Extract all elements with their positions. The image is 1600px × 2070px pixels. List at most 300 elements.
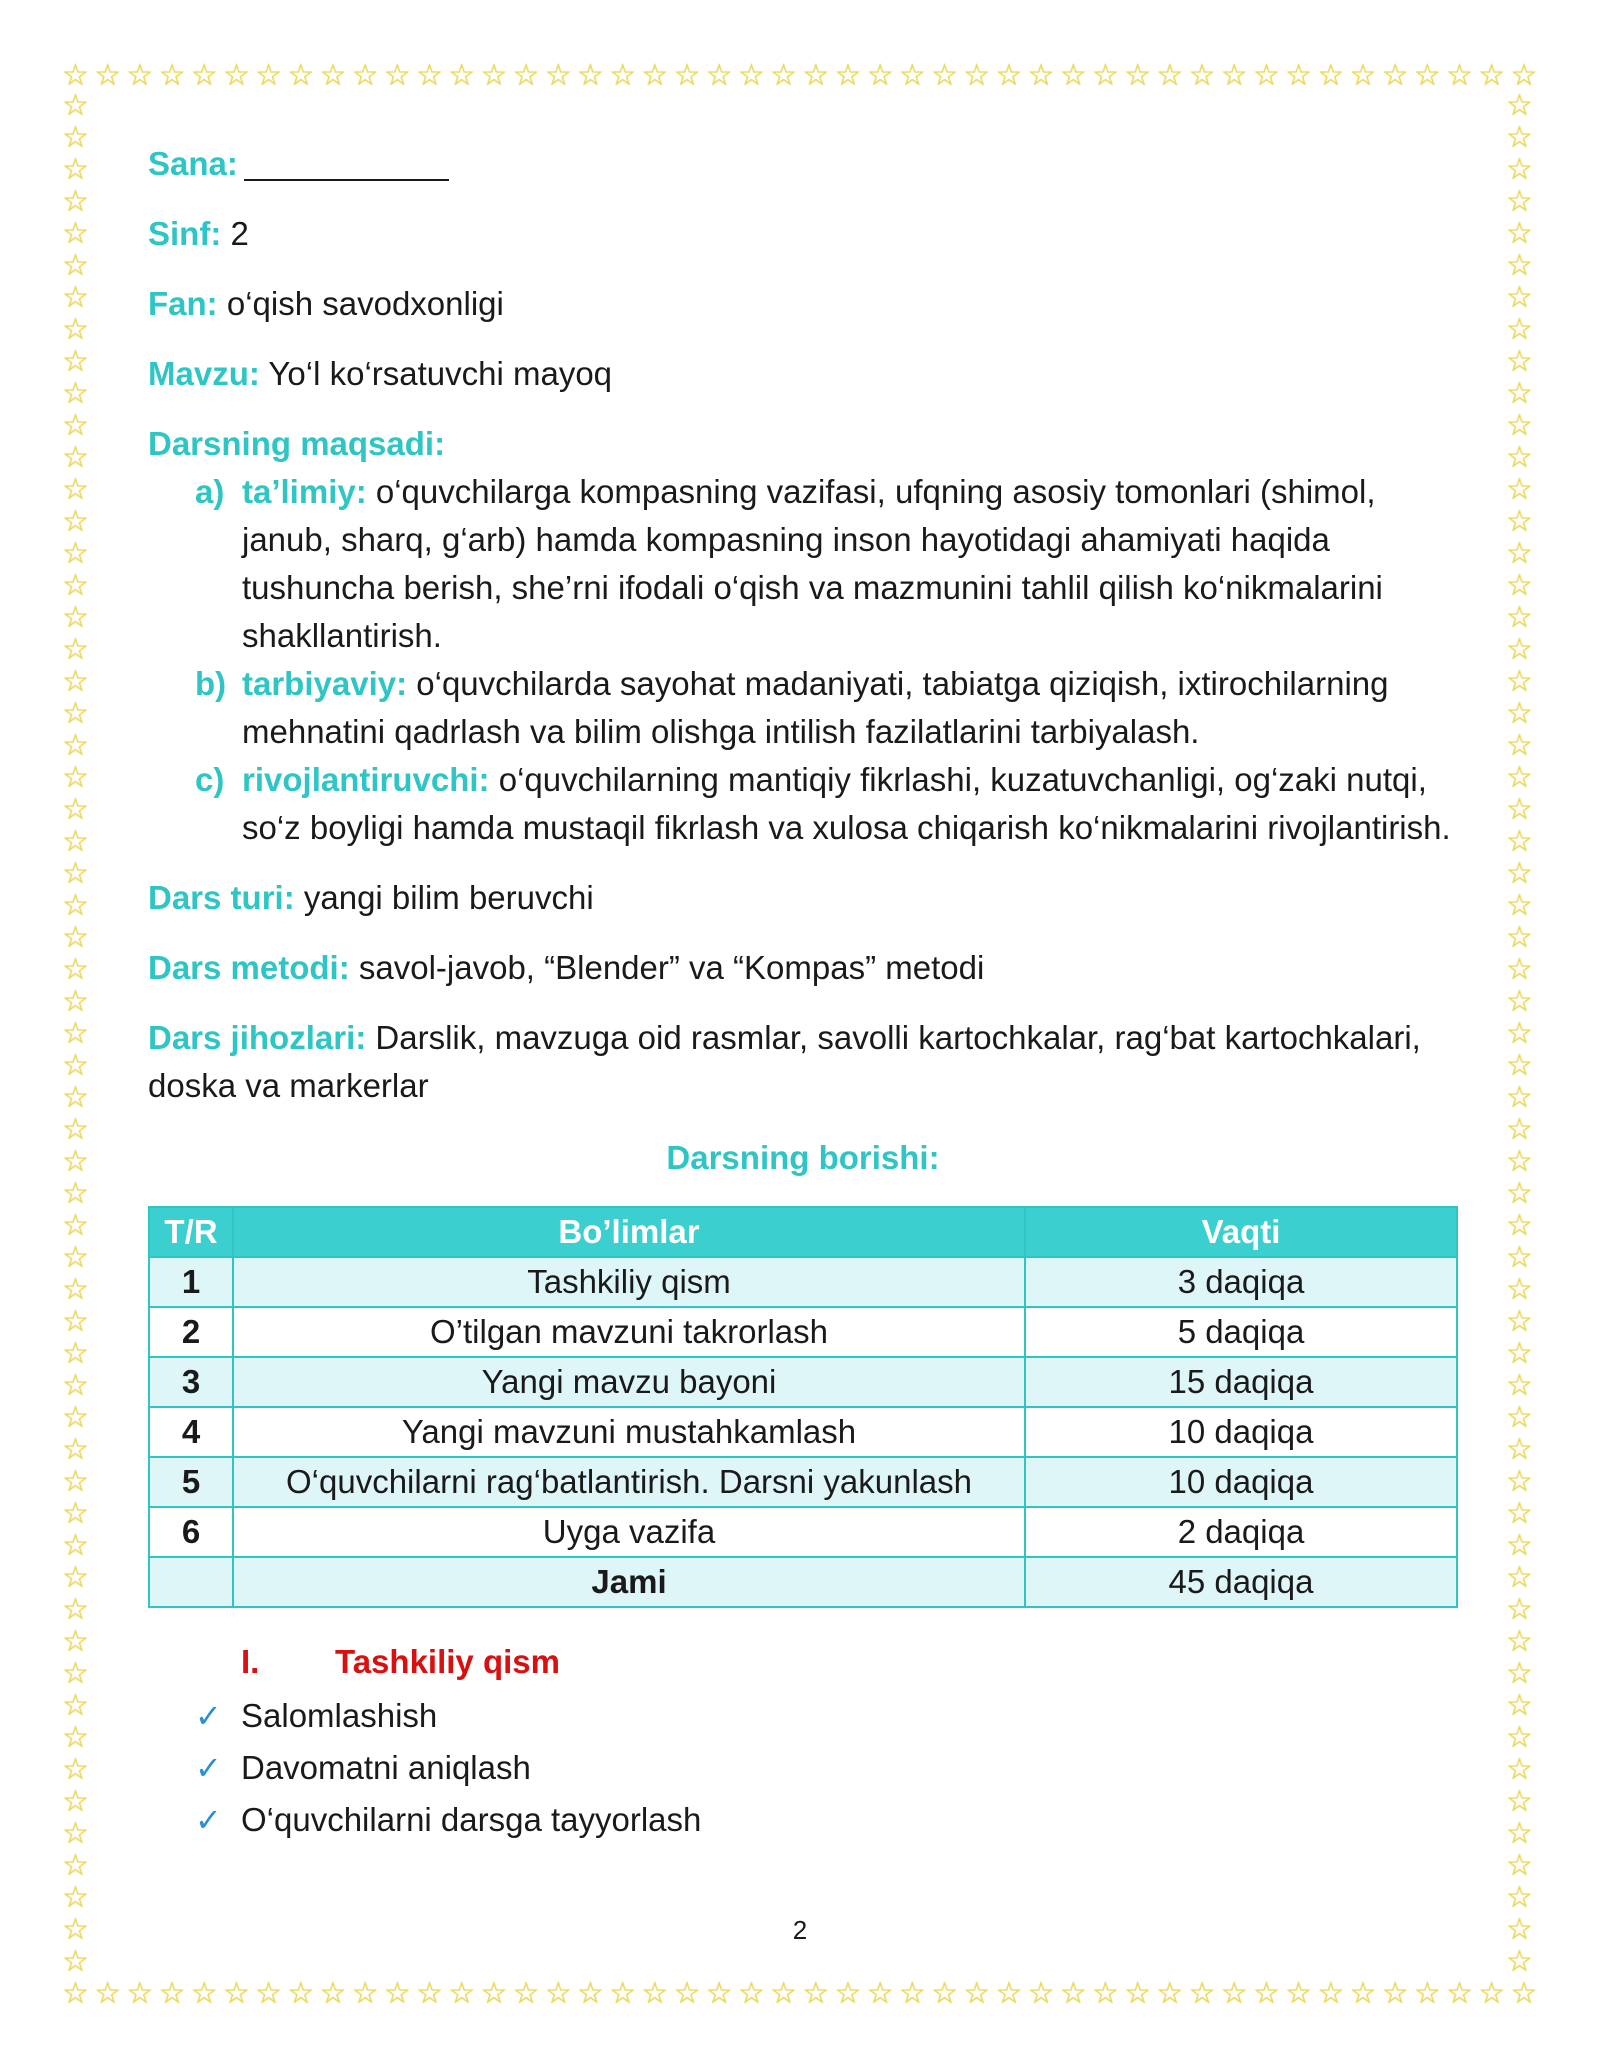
star-icon: ☆ <box>1506 1209 1533 1242</box>
star-icon: ☆ <box>1506 1625 1533 1658</box>
star-icon: ☆ <box>512 59 540 92</box>
star-icon: ☆ <box>62 1049 89 1082</box>
star-icon: ☆ <box>416 1977 443 2010</box>
star-icon: ☆ <box>62 1465 89 1498</box>
star-icon: ☆ <box>673 59 701 92</box>
goal-label: tarbiyaviy: <box>242 665 408 702</box>
star-icon: ☆ <box>1506 1497 1533 1530</box>
total-empty-cell <box>149 1557 233 1607</box>
star-icon: ☆ <box>448 1977 476 2010</box>
star-icon: ☆ <box>1506 1753 1533 1786</box>
star-icon: ☆ <box>1381 59 1409 92</box>
row-time: 10 daqiqa <box>1025 1457 1457 1507</box>
star-icon: ☆ <box>963 1977 991 2010</box>
star-icon: ☆ <box>1506 505 1533 538</box>
star-icon: ☆ <box>62 1305 89 1338</box>
star-icon: ☆ <box>1092 59 1119 92</box>
fan-label: Fan: <box>148 285 218 322</box>
star-icon: ☆ <box>62 1689 89 1722</box>
goal-label: ta’limiy: <box>242 473 367 510</box>
star-icon: ☆ <box>898 59 926 92</box>
star-icon: ☆ <box>1506 1017 1533 1050</box>
star-icon: ☆ <box>1506 1529 1533 1562</box>
star-icon: ☆ <box>898 1977 926 2010</box>
star-icon: ☆ <box>1506 1465 1533 1498</box>
star-icon: ☆ <box>1413 1977 1441 2010</box>
star-icon: ☆ <box>416 59 443 92</box>
star-icon: ☆ <box>609 1977 637 2010</box>
star-icon: ☆ <box>1506 1561 1533 1594</box>
star-icon: ☆ <box>62 1337 89 1370</box>
goal-body: o‘quvchilarga kompasning vazifasi, ufqning asosiy tomonlari (shimol, janub, sharq, g‘arb) hamda kompasning inson hayotidagi ahamiyati haqida tushuncha berish, she’rni ifodali o‘qish va mazmunini tahlil qilish ko‘nikmalarini shakllantirish. <box>242 473 1383 654</box>
star-icon: ☆ <box>480 59 508 92</box>
star-icon: ☆ <box>62 793 89 826</box>
star-icon: ☆ <box>1506 761 1533 794</box>
star-border-top <box>62 60 1538 92</box>
star-icon: ☆ <box>1506 1305 1533 1338</box>
checklist-item <box>195 1692 1458 1740</box>
header-sections: Bo’limlar <box>233 1207 1025 1257</box>
table-row <box>149 1407 1457 1457</box>
star-icon: ☆ <box>577 59 604 92</box>
star-icon: ☆ <box>1252 1977 1280 2010</box>
star-icon: ☆ <box>1506 601 1533 634</box>
star-icon: ☆ <box>1506 1433 1533 1466</box>
star-icon: ☆ <box>1506 857 1533 890</box>
star-icon: ☆ <box>1506 1401 1533 1434</box>
star-icon: ☆ <box>1220 59 1248 92</box>
star-icon: ☆ <box>255 1977 283 2010</box>
star-icon: ☆ <box>866 59 894 92</box>
star-icon: ☆ <box>62 857 89 890</box>
table-row <box>149 1507 1457 1557</box>
star-icon: ☆ <box>1510 1977 1538 2010</box>
star-icon: ☆ <box>641 1977 669 2010</box>
goal-marker: b) <box>195 665 227 702</box>
check-icon: ✓ <box>195 1802 222 1838</box>
star-icon: ☆ <box>62 921 89 954</box>
star-icon: ☆ <box>1506 249 1533 282</box>
subject-line <box>148 280 1458 328</box>
star-icon: ☆ <box>802 59 830 92</box>
row-number: 1 <box>149 1257 233 1307</box>
star-icon: ☆ <box>1506 569 1533 602</box>
star-icon: ☆ <box>1285 59 1313 92</box>
total-value: 45 daqiqa <box>1025 1557 1457 1607</box>
row-time: 5 daqiqa <box>1025 1307 1457 1357</box>
row-number: 6 <box>149 1507 233 1557</box>
star-icon: ☆ <box>1252 59 1280 92</box>
grade-line <box>148 210 1458 258</box>
star-icon: ☆ <box>1478 1977 1506 2010</box>
section-heading <box>241 1638 1458 1686</box>
header-time: Vaqti <box>1025 1207 1457 1257</box>
star-icon: ☆ <box>126 1977 154 2010</box>
star-icon: ☆ <box>287 59 315 92</box>
star-icon: ☆ <box>834 59 862 92</box>
lesson-method-line <box>148 944 1458 992</box>
star-icon: ☆ <box>62 89 89 122</box>
row-time: 3 daqiqa <box>1025 1257 1457 1307</box>
star-icon: ☆ <box>544 1977 572 2010</box>
star-icon: ☆ <box>62 729 89 762</box>
star-icon: ☆ <box>1124 1977 1152 2010</box>
star-icon: ☆ <box>1510 59 1538 92</box>
header-tr: T/R <box>149 1207 233 1257</box>
check-icon: ✓ <box>195 1750 222 1786</box>
star-icon: ☆ <box>1506 1241 1533 1274</box>
star-icon: ☆ <box>158 1977 186 2010</box>
star-icon: ☆ <box>1506 1849 1533 1882</box>
star-icon: ☆ <box>62 1721 89 1754</box>
star-icon: ☆ <box>62 601 89 634</box>
star-icon: ☆ <box>319 59 347 92</box>
star-icon: ☆ <box>62 569 89 602</box>
jihoz-value: Darslik, mavzuga oid rasmlar, savolli kartochkalar, rag‘bat kartochkalari, doska va markerlar <box>148 1019 1421 1104</box>
star-icon: ☆ <box>62 761 89 794</box>
checklist-text: Salomlashish <box>241 1697 438 1734</box>
star-icon: ☆ <box>1506 121 1533 154</box>
star-icon: ☆ <box>1506 921 1533 954</box>
topic-line <box>148 350 1458 398</box>
star-icon: ☆ <box>1506 377 1533 410</box>
lesson-equipment-line <box>148 1014 1458 1110</box>
table-header-row <box>149 1207 1457 1257</box>
page-number: 2 <box>792 1915 808 1945</box>
star-icon: ☆ <box>62 1145 89 1178</box>
sinf-label: Sinf: <box>148 215 222 252</box>
row-time: 2 daqiqa <box>1025 1507 1457 1557</box>
star-icon: ☆ <box>62 1817 89 1850</box>
star-icon: ☆ <box>62 665 89 698</box>
star-icon: ☆ <box>866 1977 894 2010</box>
star-icon: ☆ <box>1446 59 1473 92</box>
star-icon: ☆ <box>62 1753 89 1786</box>
checklist-item <box>195 1796 1458 1844</box>
star-icon: ☆ <box>62 59 89 92</box>
star-icon: ☆ <box>62 825 89 858</box>
star-icon: ☆ <box>94 59 122 92</box>
goal-label: rivojlantiruvchi: <box>242 761 490 798</box>
star-border-left <box>62 89 89 1978</box>
star-icon: ☆ <box>62 1785 89 1818</box>
star-icon: ☆ <box>577 1977 604 2010</box>
star-icon: ☆ <box>62 345 89 378</box>
table-row <box>149 1357 1457 1407</box>
star-icon: ☆ <box>1446 1977 1473 2010</box>
sana-label: Sana: <box>148 145 238 182</box>
star-icon: ☆ <box>1506 1689 1533 1722</box>
star-icon: ☆ <box>62 1177 89 1210</box>
mavzu-value: Yo‘l ko‘rsatuvchi mayoq <box>268 355 613 392</box>
table-row <box>149 1457 1457 1507</box>
star-icon: ☆ <box>1506 185 1533 218</box>
checklist-text: O‘quvchilarni darsga tayyorlash <box>241 1801 702 1838</box>
star-icon: ☆ <box>1506 665 1533 698</box>
star-icon: ☆ <box>995 59 1023 92</box>
star-icon: ☆ <box>62 1977 89 2010</box>
goal-text <box>242 660 1458 756</box>
row-number: 5 <box>149 1457 233 1507</box>
star-border-bottom <box>62 1978 1538 2010</box>
star-icon: ☆ <box>1349 59 1377 92</box>
star-icon: ☆ <box>609 59 637 92</box>
star-icon: ☆ <box>1506 409 1533 442</box>
star-icon: ☆ <box>705 1977 733 2010</box>
star-icon: ☆ <box>1506 1817 1533 1850</box>
star-icon: ☆ <box>158 59 186 92</box>
goal-item <box>148 468 1458 660</box>
star-icon: ☆ <box>1506 1945 1533 1978</box>
star-icon: ☆ <box>1188 1977 1216 2010</box>
star-icon: ☆ <box>1506 1081 1533 1114</box>
star-icon: ☆ <box>287 1977 315 2010</box>
star-icon: ☆ <box>62 473 89 506</box>
lesson-type-line <box>148 874 1458 922</box>
goal-text <box>242 756 1458 852</box>
table-row <box>149 1307 1457 1357</box>
star-icon: ☆ <box>1506 313 1533 346</box>
check-icon: ✓ <box>195 1698 222 1734</box>
goal-marker: c) <box>195 761 225 798</box>
star-icon: ☆ <box>963 59 991 92</box>
star-icon: ☆ <box>1124 59 1152 92</box>
star-icon: ☆ <box>1220 1977 1248 2010</box>
star-icon: ☆ <box>1506 537 1533 570</box>
star-icon: ☆ <box>544 59 572 92</box>
star-icon: ☆ <box>62 153 89 186</box>
star-icon: ☆ <box>1506 1913 1533 1946</box>
star-icon: ☆ <box>62 889 89 922</box>
star-icon: ☆ <box>1506 1657 1533 1690</box>
star-icon: ☆ <box>1506 1881 1533 1914</box>
star-border-right <box>1506 89 1533 1978</box>
star-icon: ☆ <box>1317 59 1345 92</box>
star-icon: ☆ <box>62 633 89 666</box>
lesson-plan-page <box>148 140 1458 1848</box>
star-icon: ☆ <box>1506 633 1533 666</box>
star-icon: ☆ <box>62 1017 89 1050</box>
goals-title: Darsning maqsadi: <box>148 425 446 462</box>
row-section: Tashkiliy qism <box>233 1257 1025 1307</box>
star-icon: ☆ <box>1059 1977 1087 2010</box>
star-icon: ☆ <box>62 1209 89 1242</box>
star-icon: ☆ <box>126 59 154 92</box>
star-icon: ☆ <box>1506 889 1533 922</box>
star-icon: ☆ <box>1349 1977 1377 2010</box>
star-icon: ☆ <box>62 1113 89 1146</box>
table-row <box>149 1257 1457 1307</box>
table-total-row <box>149 1557 1457 1607</box>
star-icon: ☆ <box>770 59 798 92</box>
star-icon: ☆ <box>1506 729 1533 762</box>
row-section: Yangi mavzu bayoni <box>233 1357 1025 1407</box>
star-icon: ☆ <box>480 1977 508 2010</box>
star-icon: ☆ <box>1506 1049 1533 1082</box>
star-icon: ☆ <box>512 1977 540 2010</box>
star-icon: ☆ <box>190 59 218 92</box>
star-icon: ☆ <box>1156 59 1184 92</box>
star-icon: ☆ <box>737 59 765 92</box>
turi-value: yangi bilim beruvchi <box>303 879 594 916</box>
jihoz-label: Dars jihozlari: <box>148 1019 367 1056</box>
star-icon: ☆ <box>62 1625 89 1658</box>
star-icon: ☆ <box>1506 441 1533 474</box>
star-icon: ☆ <box>1506 1369 1533 1402</box>
star-icon: ☆ <box>1506 1145 1533 1178</box>
star-icon: ☆ <box>62 1593 89 1626</box>
star-icon: ☆ <box>62 1561 89 1594</box>
star-icon: ☆ <box>62 1913 89 1946</box>
star-icon: ☆ <box>1413 59 1441 92</box>
row-section: O’tilgan mavzuni takrorlash <box>233 1307 1025 1357</box>
metodi-label: Dars metodi: <box>148 949 350 986</box>
checklist-text: Davomatni aniqlash <box>241 1749 531 1786</box>
star-icon: ☆ <box>1506 697 1533 730</box>
star-icon: ☆ <box>1188 59 1216 92</box>
star-icon: ☆ <box>834 1977 862 2010</box>
goal-item <box>148 660 1458 756</box>
star-icon: ☆ <box>1506 345 1533 378</box>
star-icon: ☆ <box>770 1977 798 2010</box>
goal-body: o‘quvchilarning mantiqiy fikrlashi, kuzatuvchanligi, og‘zaki nutqi, so‘z boyligi hamda mustaqil fikrlash va xulosa chiqarish ko‘nikmalarini rivojlantirish. <box>242 761 1451 846</box>
star-icon: ☆ <box>62 1657 89 1690</box>
star-icon: ☆ <box>62 505 89 538</box>
star-icon: ☆ <box>62 185 89 218</box>
star-icon: ☆ <box>737 1977 765 2010</box>
star-icon: ☆ <box>1478 59 1506 92</box>
star-icon: ☆ <box>705 59 733 92</box>
date-line <box>148 140 1458 188</box>
star-icon: ☆ <box>62 121 89 154</box>
goal-marker: a) <box>195 473 225 510</box>
star-icon: ☆ <box>62 1273 89 1306</box>
star-icon: ☆ <box>383 59 411 92</box>
star-icon: ☆ <box>1506 953 1533 986</box>
star-icon: ☆ <box>62 1369 89 1402</box>
star-icon: ☆ <box>1317 1977 1345 2010</box>
row-section: Yangi mavzuni mustahkamlash <box>233 1407 1025 1457</box>
star-icon: ☆ <box>62 1433 89 1466</box>
star-icon: ☆ <box>1381 1977 1409 2010</box>
star-icon: ☆ <box>1059 59 1087 92</box>
star-icon: ☆ <box>931 59 958 92</box>
star-icon: ☆ <box>1506 281 1533 314</box>
row-number: 4 <box>149 1407 233 1457</box>
row-number: 2 <box>149 1307 233 1357</box>
star-icon: ☆ <box>383 1977 411 2010</box>
star-icon: ☆ <box>319 1977 347 2010</box>
mavzu-label: Mavzu: <box>148 355 260 392</box>
row-number: 3 <box>149 1357 233 1407</box>
lesson-plan-table <box>148 1206 1458 1608</box>
star-icon: ☆ <box>673 1977 701 2010</box>
star-icon: ☆ <box>351 1977 379 2010</box>
section-title: Tashkiliy qism <box>335 1643 560 1680</box>
fan-value: o‘qish savodxonligi <box>226 285 504 322</box>
star-icon: ☆ <box>1027 59 1055 92</box>
star-icon: ☆ <box>1156 1977 1184 2010</box>
star-icon: ☆ <box>1506 1785 1533 1818</box>
star-icon: ☆ <box>62 537 89 570</box>
star-icon: ☆ <box>1506 1593 1533 1626</box>
metodi-value: savol-javob, “Blender” va “Kompas” metodi <box>358 949 985 986</box>
star-icon: ☆ <box>62 1881 89 1914</box>
section-roman: I. <box>241 1643 260 1680</box>
date-blank <box>244 145 449 181</box>
checklist-item <box>195 1744 1458 1792</box>
star-icon: ☆ <box>62 1081 89 1114</box>
star-icon: ☆ <box>62 1401 89 1434</box>
star-icon: ☆ <box>1506 473 1533 506</box>
star-icon: ☆ <box>448 59 476 92</box>
star-icon: ☆ <box>62 985 89 1018</box>
star-icon: ☆ <box>1506 825 1533 858</box>
star-icon: ☆ <box>1506 1113 1533 1146</box>
star-icon: ☆ <box>1506 1177 1533 1210</box>
row-section: O‘quvchilarni rag‘batlantirish. Darsni yakunlash <box>233 1457 1025 1507</box>
star-icon: ☆ <box>641 59 669 92</box>
star-icon: ☆ <box>1506 89 1533 122</box>
star-icon: ☆ <box>351 59 379 92</box>
total-label: Jami <box>233 1557 1025 1607</box>
star-icon: ☆ <box>62 217 89 250</box>
star-icon: ☆ <box>1506 1273 1533 1306</box>
star-icon: ☆ <box>62 1849 89 1882</box>
row-section: Uyga vazifa <box>233 1507 1025 1557</box>
sinf-value: 2 <box>230 215 249 252</box>
star-icon: ☆ <box>255 59 283 92</box>
star-icon: ☆ <box>995 1977 1023 2010</box>
star-icon: ☆ <box>1506 1721 1533 1754</box>
goal-item <box>148 756 1458 852</box>
turi-label: Dars turi: <box>148 879 295 916</box>
star-icon: ☆ <box>62 409 89 442</box>
star-icon: ☆ <box>222 59 250 92</box>
star-icon: ☆ <box>802 1977 830 2010</box>
star-icon: ☆ <box>931 1977 958 2010</box>
star-icon: ☆ <box>62 1945 89 1978</box>
star-icon: ☆ <box>62 697 89 730</box>
star-icon: ☆ <box>1506 1337 1533 1370</box>
star-icon: ☆ <box>1506 793 1533 826</box>
star-icon: ☆ <box>62 313 89 346</box>
star-icon: ☆ <box>62 441 89 474</box>
goal-text <box>242 468 1458 660</box>
star-icon: ☆ <box>190 1977 218 2010</box>
goal-body: o‘quvchilarda sayohat madaniyati, tabiatga qiziqish, ixtirochilarning mehnatini qadrlash va bilim olishga intilish fazilatlarini tarbiyalash. <box>242 665 1389 750</box>
star-icon: ☆ <box>1506 985 1533 1018</box>
star-icon: ☆ <box>1285 1977 1313 2010</box>
row-time: 10 daqiqa <box>1025 1407 1457 1457</box>
star-icon: ☆ <box>1027 1977 1055 2010</box>
star-icon: ☆ <box>62 1497 89 1530</box>
plan-title: Darsning borishi: <box>666 1139 940 1176</box>
star-icon: ☆ <box>222 1977 250 2010</box>
star-icon: ☆ <box>1092 1977 1119 2010</box>
row-time: 15 daqiqa <box>1025 1357 1457 1407</box>
star-icon: ☆ <box>62 377 89 410</box>
star-icon: ☆ <box>62 953 89 986</box>
star-icon: ☆ <box>1506 153 1533 186</box>
star-icon: ☆ <box>1506 217 1533 250</box>
star-icon: ☆ <box>62 1241 89 1274</box>
star-icon: ☆ <box>62 1529 89 1562</box>
goals-title-line <box>148 420 1458 468</box>
star-icon: ☆ <box>62 281 89 314</box>
star-icon: ☆ <box>94 1977 122 2010</box>
star-icon: ☆ <box>62 249 89 282</box>
